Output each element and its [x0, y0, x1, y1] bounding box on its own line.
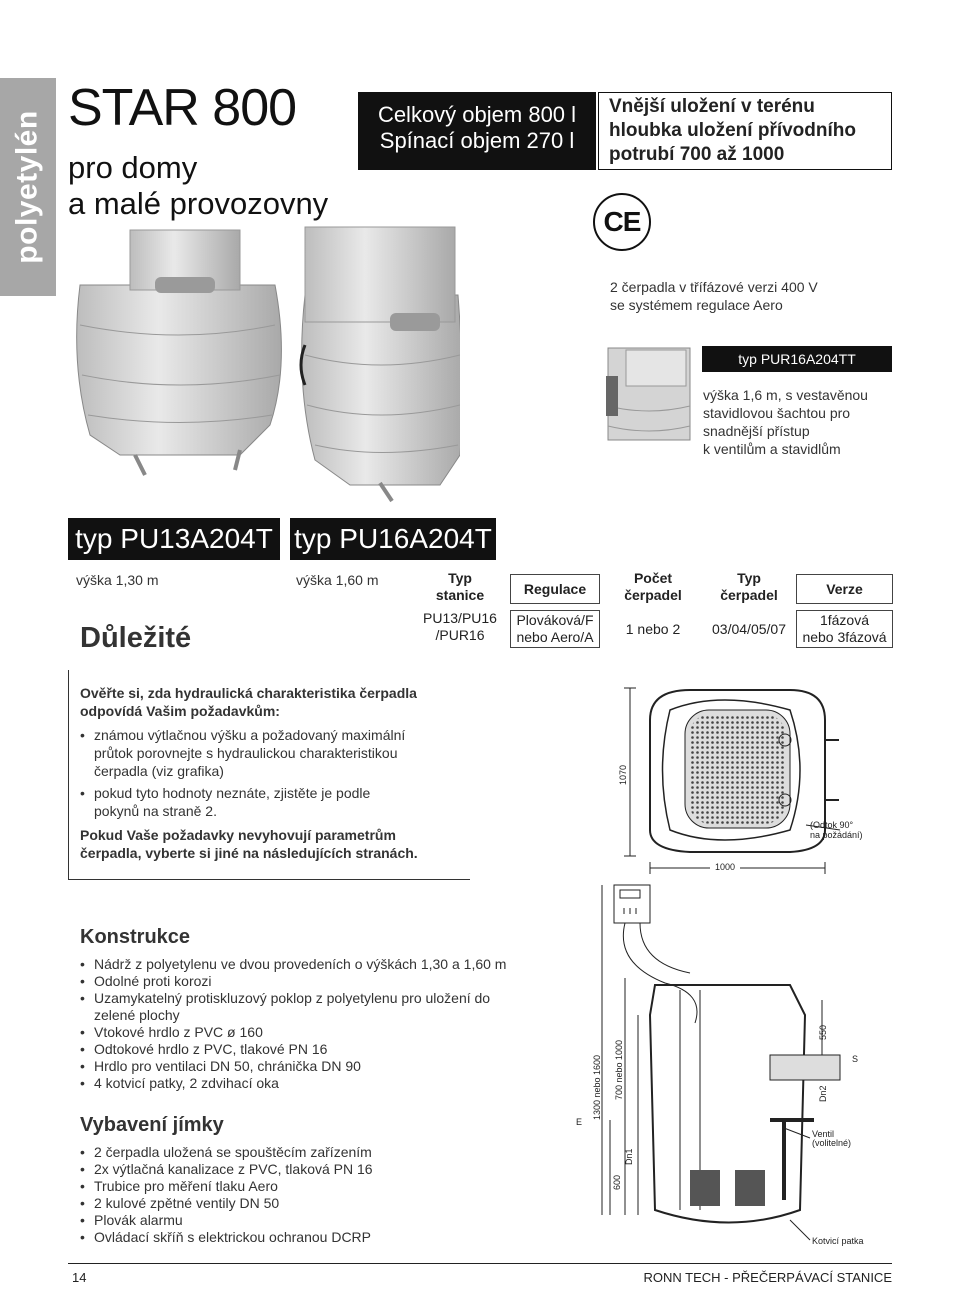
- pump-note: [610, 278, 818, 314]
- spec-table: [413, 570, 893, 650]
- product-subtitle-line1: pro domy: [68, 150, 198, 185]
- tank-pu13-icon: [77, 230, 282, 475]
- dim-width-label: 1000: [714, 862, 736, 872]
- list-item: • Uzamykatelný protiskluzový poklop z polyetylenu pro uložení do zelené plochy: [80, 990, 506, 1024]
- switching-volume: Spínací objem 270 l: [379, 128, 575, 153]
- pu16-model-label: typ PU16A204T: [290, 518, 496, 560]
- total-volume: Celkový objem 800 l: [377, 102, 577, 127]
- equipment-list: [80, 1144, 373, 1246]
- valve-label-line2: (volitelné): [812, 1138, 852, 1148]
- installation-box: [598, 92, 892, 170]
- construction-heading: Konstrukce: [80, 926, 191, 948]
- installation-line1: Vnější uložení v terénu: [609, 96, 815, 117]
- list-item: • Plovák alarmu: [80, 1212, 373, 1229]
- pu13-model-label: typ PU13A204T: [68, 518, 280, 560]
- cell-regulace: Plováková/F nebo Aero/A: [510, 610, 600, 648]
- list-item: • 2 kulové zpětné ventily DN 50: [80, 1195, 373, 1212]
- construction-list: [80, 956, 506, 1092]
- pump-note-line1: 2 čerpadla v třífázové verzi 400 V: [610, 279, 818, 295]
- tank-photo-pu13-pu16: [60, 225, 460, 505]
- section-view-drawing: [560, 880, 880, 1255]
- product-subtitle-line2: a malé provozovny: [68, 186, 329, 221]
- header-verze: Verze: [796, 574, 893, 604]
- important-title: Důležité: [80, 622, 192, 654]
- cell-pocet-cerpadel: 1 nebo 2: [625, 621, 681, 637]
- dim-dn2-label: Dn2: [818, 1085, 828, 1102]
- label-s: S: [852, 1054, 859, 1064]
- cell-verze: 1fázová nebo 3fázová: [796, 610, 893, 648]
- product-title: STAR 800: [68, 79, 297, 137]
- installation-line2: hloubka uložení přívodního: [609, 120, 856, 141]
- tank-pur16-icon: [604, 346, 696, 446]
- dim-e-label: E: [576, 1117, 583, 1127]
- tank-pu16-icon: [301, 227, 460, 501]
- dim-total-label: 1300 nebo 1600: [592, 1054, 602, 1120]
- pur-model-label: typ PUR16A204TT: [702, 346, 892, 372]
- list-item: • 2 čerpadla uložená se spouštěcím zařízením: [80, 1144, 373, 1161]
- pur-desc-line3: snadnější přístup: [703, 423, 810, 439]
- list-item: • Nádrž z polyetylenu ve dvou provedeních o výškách 1,30 a 1,60 m: [80, 956, 506, 973]
- pur-model-description: [703, 386, 868, 458]
- important-lead: Ověřte si, zda hydraulická charakteristika čerpadla odpovídá Vašim požadavkům:: [80, 685, 417, 719]
- dim-depth-label: 700 nebo 1000: [614, 1039, 624, 1100]
- outlet-note-line2: na požádání): [810, 830, 863, 840]
- header-typ-stanice: Typ stanice: [435, 570, 485, 603]
- top-view-drawing: [610, 680, 890, 875]
- important-bullet-2: • pokud tyto hodnoty neznáte, zjistěte je podle pokynů na straně 2.: [80, 784, 370, 820]
- pu16-height: výška 1,60 m: [296, 572, 379, 588]
- header-pocet-cerpadel: Počet čerpadel: [624, 570, 682, 603]
- important-closing: Pokud Vaše požadavky nevyhovují parametrům čerpadla, vyberte si jiné na následujících stranách.: [80, 827, 418, 861]
- pur-desc-line1: výška 1,6 m, s vestavěnou: [703, 387, 868, 403]
- dim-600-label: 600: [612, 1174, 622, 1190]
- valve-label-line1: Ventil: [812, 1129, 835, 1139]
- cell-typ-stanice: PU13/PU16 /PUR16: [423, 610, 497, 643]
- list-item: • Odtokové hrdlo z PVC, tlakové PN 16: [80, 1041, 506, 1058]
- equipment-heading: Vybavení jímky: [80, 1114, 224, 1136]
- list-item: • Trubice pro měření tlaku Aero: [80, 1178, 373, 1195]
- dim-dn1-label: Dn1: [624, 1148, 634, 1165]
- pur-desc-line4: k ventilům a stavidlům: [703, 441, 841, 457]
- list-item: • Hrdlo pro ventilaci DN 50, chránička DN 90: [80, 1058, 506, 1075]
- section-tab: [0, 78, 56, 296]
- list-item: • Vtokové hrdlo z PVC ø 160: [80, 1024, 506, 1041]
- footer-text: RONN TECH - PŘEČERPÁVACÍ STANICE: [643, 1270, 892, 1285]
- list-item: • Ovládací skříň s elektrickou ochranou DCRP: [80, 1229, 373, 1246]
- volume-box: [358, 92, 596, 170]
- pu13-height: výška 1,30 m: [76, 572, 159, 588]
- anchor-label: Kotvicí patka: [812, 1236, 864, 1246]
- important-bullet-1: • známou výtlačnou výšku a požadovaný maximální průtok porovnejte s hydraulickou charakteristikou čerpadla (viz grafika): [80, 726, 405, 780]
- dim-550-label: 550: [818, 1024, 828, 1040]
- section-tab-label: polyetylén: [11, 110, 44, 264]
- page-number: 14: [72, 1270, 87, 1285]
- pur-desc-line2: stavidlovou šachtou pro: [703, 405, 851, 421]
- footer-divider: [68, 1263, 892, 1264]
- header-regulace: Regulace: [510, 574, 600, 604]
- list-item: • 4 kotvicí patky, 2 zdvihací oka: [80, 1075, 506, 1092]
- list-item: • 2x výtlačná kanalizace z PVC, tlaková PN 16: [80, 1161, 373, 1178]
- installation-line3: potrubí 700 až 1000: [609, 144, 785, 165]
- dim-height-label: 1070: [618, 764, 628, 786]
- ce-mark-icon: CE: [593, 193, 651, 251]
- header-typ-cerpadel: Typ čerpadel: [720, 570, 778, 603]
- pump-note-line2: se systémem regulace Aero: [610, 297, 783, 313]
- outlet-note-line1: (Odtok 90°: [810, 820, 854, 830]
- list-item: • Odolné proti korozi: [80, 973, 506, 990]
- cell-typ-cerpadel: 03/04/05/07: [712, 621, 786, 637]
